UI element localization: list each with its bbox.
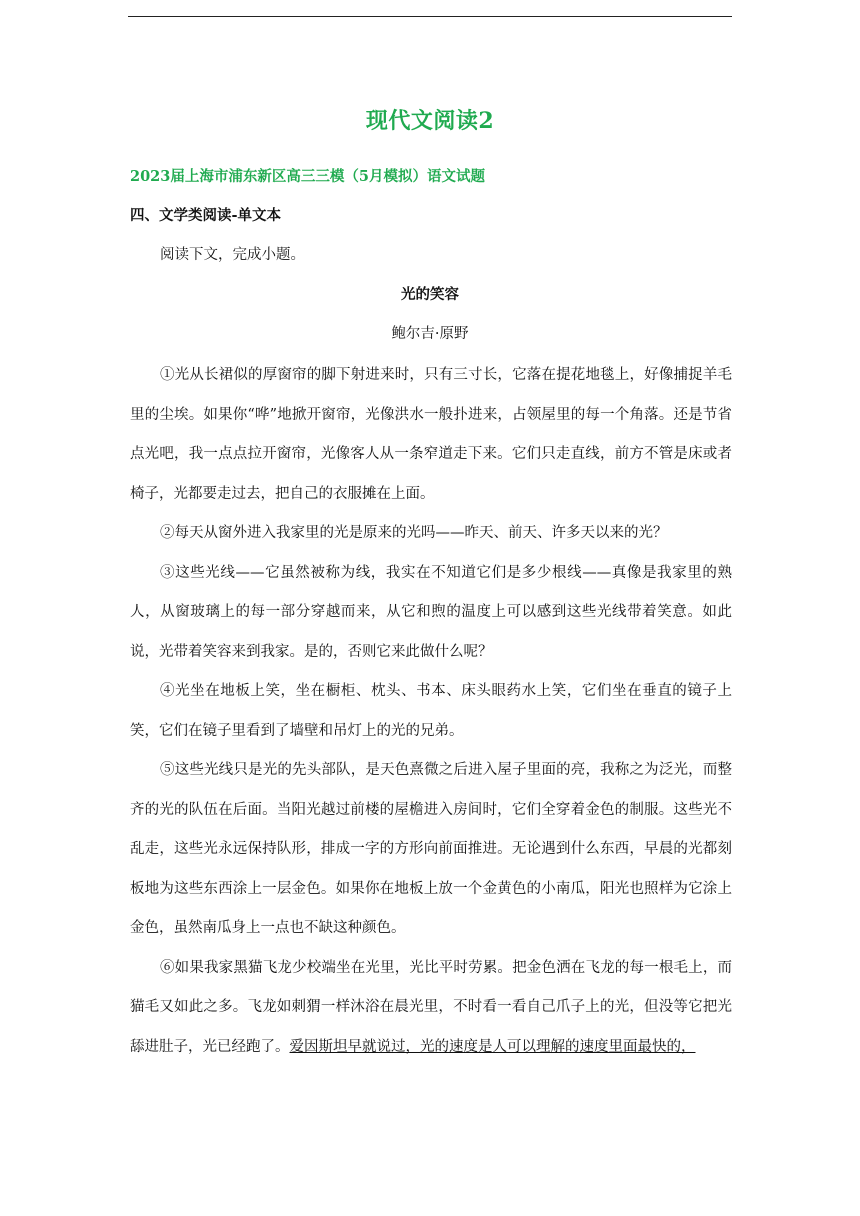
- story-title: 光的笑容: [401, 286, 459, 303]
- reading-instruction: 阅读下文，完成小题。: [160, 247, 305, 263]
- paragraph-6: [130, 949, 732, 1068]
- header-rule: [128, 16, 732, 17]
- exam-source: 2023届上海市浦东新区高三三模（5月模拟）语文试题: [130, 168, 485, 185]
- paragraph-6-text: ⑥如果我家黑猫飞龙少校端坐在光里，光比平时劳累。把金色洒在飞龙的每一根毛上，而猫毛又如此之多。飞龙如刺猬一样沐浴在晨光里，不时看一看自己爪子上的光，但没等它把光舔进肚子，光已经跑了。: [130, 959, 732, 1055]
- story-author: 鲍尔吉·原野: [391, 326, 469, 342]
- paragraph-2: ②每天从窗外进入我家里的光是原来的光吗——昨天、前天、许多天以来的光？: [160, 525, 668, 541]
- paragraph-3: ③这些光线——它虽然被称为线，我实在不知道它们是多少根线——真像是我家里的熟人，从窗玻璃上的每一部分穿越而来，从它和煦的温度上可以感到这些光线带着笑意。如此说，光带着笑容来到我家。是的，否则它来此做什么呢？: [130, 564, 732, 660]
- section-heading: 四、文学类阅读-单文本: [130, 207, 282, 224]
- paragraph-1: ①光从长裙似的厚窗帘的脚下射进来时，只有三寸长，它落在提花地毯上，好像捕捉羊毛里的尘埃。如果你“哗”地掀开窗帘，光像洪水一般扑进来，占领屋里的每一个角落。还是节省点光吧，我一点点拉开窗帘，光像客人从一条窄道走下来。它们只走直线，前方不管是床或者椅子，光都要走过去，把自己的衣服摊在上面。: [130, 367, 732, 502]
- page-title: 现代文阅读2: [365, 108, 495, 134]
- story-body: [130, 356, 732, 1067]
- underlined-passage: 爱因斯坦早就说过，光的速度是人可以理解的速度里面最快的，: [289, 1038, 696, 1055]
- paragraph-5: ⑤这些光线只是光的先头部队，是天色熹微之后进入屋子里面的亮，我称之为泛光，而整齐的光的队伍在后面。当阳光越过前楼的屋檐进入房间时，它们全穿着金色的制服。这些光不乱走，这些光永远保持队形，排成一字的方形向前面推进。无论遇到什么东西，早晨的光都刻板地为这些东西涂上一层金色。如果你在地板上放一个金黄色的小南瓜，阳光也照样为它涂上金色，虽然南瓜身上一点也不缺这种颜色。: [130, 762, 732, 936]
- paragraph-4: ④光坐在地板上笑，坐在橱柜、枕头、书本、床头眼药水上笑，它们坐在垂直的镜子上笑，它们在镜子里看到了墙壁和吊灯上的光的兄弟。: [130, 683, 732, 739]
